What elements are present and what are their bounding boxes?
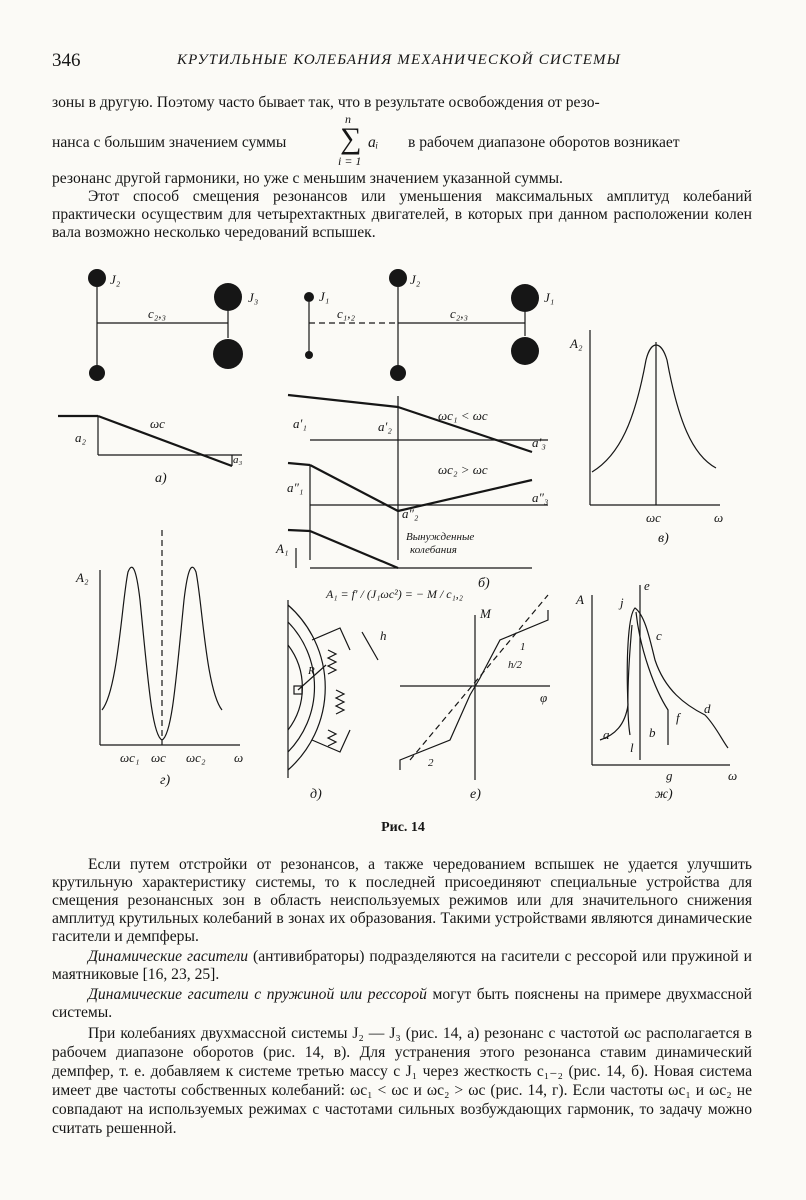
mass-j1 xyxy=(304,292,314,302)
label-A2-v: A₂ xyxy=(570,336,583,351)
label-h: h xyxy=(380,628,387,643)
subfig-e-characteristic xyxy=(400,595,550,802)
label-a1p: a′₁ xyxy=(293,416,307,431)
p2-italic: Динамические гасители xyxy=(88,948,249,965)
label-g: g xyxy=(666,768,673,783)
label-a3pp: a″₃ xyxy=(532,490,549,505)
page-number: 346 xyxy=(52,50,81,71)
sum-line-text-after: в рабочем диапазоне оборотов возникает xyxy=(408,134,680,151)
subfig-label-v: в) xyxy=(658,531,669,546)
label-j1: J₁ xyxy=(319,289,330,304)
subfig-label-e: е) xyxy=(470,787,481,802)
subfig-d-spring-damper xyxy=(288,600,387,802)
label-A-zh: A xyxy=(576,592,584,607)
label-a3: a₃ xyxy=(233,454,243,466)
subfig-b-system xyxy=(304,269,554,381)
label-omega-zh: ω xyxy=(728,768,738,783)
page-header xyxy=(52,46,752,76)
subfig-b-modes xyxy=(275,395,548,591)
subfig-v-resonance xyxy=(569,330,723,546)
body-paragraph-2 xyxy=(52,948,752,984)
label-a2p: a′₂ xyxy=(378,419,392,434)
label-c12: c₁,₂ xyxy=(337,306,356,321)
label-wc1-lt-wc: ωc₁ < ωc xyxy=(438,408,488,423)
label-l: l xyxy=(630,740,634,755)
label-wc-v: ωc xyxy=(646,510,661,525)
mass-j2 xyxy=(88,269,106,287)
curve-A2-single xyxy=(592,345,716,472)
label-a2: a₂ xyxy=(75,430,87,445)
label-M: M xyxy=(480,606,491,621)
label-a1pp: a″₁ xyxy=(287,480,304,495)
label-omega-c-a: ωc xyxy=(150,416,165,431)
subfig-g-two-resonances xyxy=(75,530,243,788)
label-A2-g: A₂ xyxy=(76,570,89,585)
sum-formula-line xyxy=(52,112,752,170)
label-c23-b: c₂,₃ xyxy=(450,306,469,321)
label-forced-1: Вынужденные xyxy=(406,531,475,543)
label-h-half: h/2 xyxy=(508,659,523,671)
label-j2: J₂ xyxy=(110,272,121,287)
subfig-label-d: д) xyxy=(310,787,322,802)
label-f: f xyxy=(676,710,680,725)
sum-sigma: ∑ xyxy=(340,122,362,155)
label-a: a xyxy=(603,727,610,742)
figure-caption: Рис. 14 xyxy=(381,820,425,835)
label-1: 1 xyxy=(520,641,526,653)
label-c: c xyxy=(656,628,662,643)
label-a2pp: a″₂ xyxy=(402,506,419,521)
subfig-label-a: а) xyxy=(155,471,167,486)
body-paragraph-3 xyxy=(52,986,752,1022)
label-c23: c₂,₃ xyxy=(148,306,167,321)
sum-lower-limit: i = 1 xyxy=(338,154,362,168)
mass-lower xyxy=(213,339,243,369)
intro-paragraph-2: Этот способ смещения резонансов или уменьшения максимальных амплитуд колебаний практически осуществим для четырехтактных двигателей, в которых при данном расположении колен вала возможно несколько чередований вспышек. xyxy=(52,188,752,241)
line-1-characteristic xyxy=(400,610,548,770)
label-wc1-g: ωc₁ xyxy=(120,750,140,765)
body-paragraph-4: При колебаниях двухмассной системы J₂ — J₃ (рис. 14, а) резонанс с частотой ωc располагается в рабочем диапазоне оборотов (рис. 14, в). Для устранения этого резонанса ставим динамический демпфер, т. е. добавляем к системе третью массу с J₁ через жесткость c₁₋₂ (рис. 14, б). Новая система имеет две частоты собственных колебаний: ωc₁ < ωc и ωc₂ > ωc (рис. 14, г). Если частоты ωc₁ и ωc₂ не совпадают на используемых режимах с частотами сильных возбуждающих гармоник, то задачу можно считать решенной. xyxy=(52,1025,752,1137)
sum-upper-limit: n xyxy=(345,112,351,126)
label-phi: φ xyxy=(540,690,548,705)
label-a3p: a′₃ xyxy=(532,435,546,450)
label-omega-v: ω xyxy=(714,510,724,525)
subfig-label-b: б) xyxy=(478,576,490,591)
body-paragraph-1: Если путем отстройки от резонансов, а также чередованием вспышек не удается улучшить крутильную характеристику системы, то к последней присоединяют специальные устройства для смещения резонансных зон в область неиспользуемых режимов или для значительного снижения амплитуд крутильных колебаний в зонах их образования. Такими устройствами являются динамические гасители и демпферы. xyxy=(52,856,752,945)
label-j3: J₃ xyxy=(248,290,259,305)
label-wc2-gt-wc: ωc₂ > ωc xyxy=(438,462,488,477)
label-e: e xyxy=(644,578,650,593)
intro-line-1: зоны в другую. Поэтому часто бывает так, что в результате освобождения от резо- xyxy=(52,94,600,111)
label-j: j xyxy=(620,595,624,610)
label-j2-b: J₂ xyxy=(410,272,421,287)
p2-rest: (антивибраторы) подразделяются на гасители с рессорой или пружиной и маятниковые [16, 23, 25]. xyxy=(52,948,752,983)
formula-A1: A₁ = f′ / (J₁ωc²) = − M / c₁,₂ xyxy=(326,587,463,601)
label-j1-right: J₁ xyxy=(544,290,555,305)
sum-line-text-before: нанса с большим значением суммы xyxy=(52,134,287,151)
subfig-zh-amplitude xyxy=(575,578,737,802)
label-2: 2 xyxy=(428,757,434,769)
subfig-a-mode xyxy=(58,416,243,486)
intro-line-3: резонанс другой гармоники, но уже с меньшим значением указанной суммы. xyxy=(52,170,563,187)
small-mass xyxy=(89,365,105,381)
label-R: R xyxy=(308,665,315,677)
line-2-linear xyxy=(410,595,548,760)
label-wc-g: ωc xyxy=(151,750,166,765)
label-omega-g: ω xyxy=(234,750,244,765)
label-A1: A₁ xyxy=(276,541,289,556)
label-b: b xyxy=(649,725,656,740)
running-title: КРУТИЛЬНЫЕ КОЛЕБАНИЯ МЕХАНИЧЕСКОЙ СИСТЕМЫ xyxy=(177,52,622,68)
subfig-a-system xyxy=(88,269,258,381)
subfig-label-zh: ж) xyxy=(655,787,673,802)
mass-j3 xyxy=(214,283,242,311)
label-wc2-g: ωc₂ xyxy=(186,750,206,765)
subfig-label-g: г) xyxy=(160,773,171,788)
label-forced-2: колебания xyxy=(410,544,457,556)
sum-term: aᵢ xyxy=(368,134,379,151)
p3-rest: могут быть пояснены на примере двухмассной системы. xyxy=(52,986,753,1021)
p3-italic: Динамические гасители с пружиной или рессорой xyxy=(88,986,427,1003)
mass-j3-b xyxy=(511,284,539,312)
figure-14 xyxy=(0,250,806,815)
curve-amplitude xyxy=(600,608,728,748)
mass-j2-b xyxy=(389,269,407,287)
label-d: d xyxy=(704,701,711,716)
